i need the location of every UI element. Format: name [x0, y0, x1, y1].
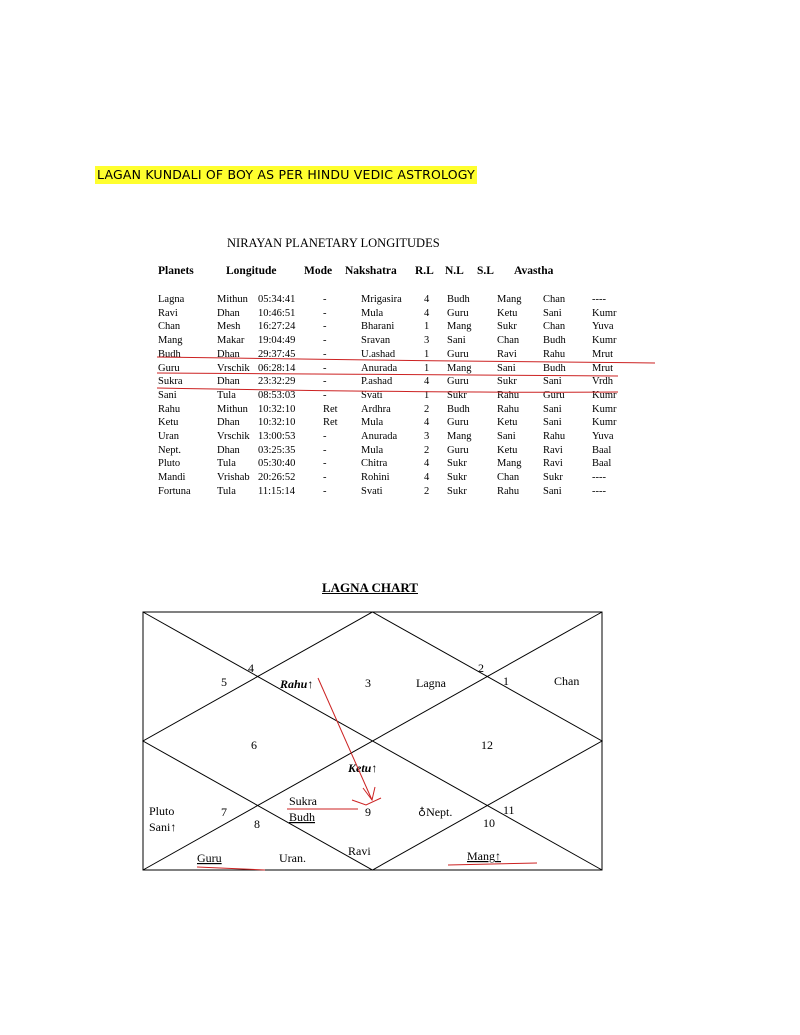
cell-rl: 4 [424, 472, 430, 484]
chart-title: LAGNA CHART [322, 580, 418, 595]
cell-sign: Dhan [217, 348, 240, 360]
cell-degree: 08:53:03 [258, 389, 296, 401]
cell-nakshatra: Sravan [361, 335, 391, 347]
cell-mode: - [323, 444, 327, 456]
cell-mode: Ret [323, 417, 338, 429]
cell-planet: Budh [158, 348, 181, 360]
cell-nakshatra: Svati [361, 389, 383, 401]
cell-nl: Guru [447, 307, 469, 319]
cell-sl: Rahu [497, 389, 520, 401]
cell-rl: 4 [424, 376, 430, 388]
cell-sign: Makar [217, 335, 245, 347]
cell-avastha-lord: Rahu [543, 431, 566, 442]
cell-degree: 11:15:14 [258, 485, 295, 497]
cell-sl: Sukr [497, 321, 517, 333]
cell-avastha: Mrut [592, 362, 613, 374]
cell-avastha-lord: Sukr [543, 472, 563, 484]
cell-sign: Vrschik [217, 431, 250, 442]
cell-mode: - [323, 431, 327, 442]
planet-ketu: Ketu↑ [348, 761, 378, 775]
cell-planet: Uran [158, 431, 179, 442]
cell-degree: 10:32:10 [258, 417, 296, 429]
cell-rl: 1 [424, 348, 430, 360]
cell-avastha-lord: Sani [543, 417, 562, 429]
cell-nl: Guru [447, 348, 469, 360]
cell-sl: Ravi [497, 348, 517, 360]
cell-nakshatra: Mula [361, 444, 384, 456]
cell-sl: Rahu [497, 485, 520, 497]
planet-chan: Chan [554, 674, 580, 688]
cell-nakshatra: Mrigasira [361, 294, 402, 305]
cell-nl: Sukr [447, 472, 467, 484]
cell-degree: 05:30:40 [258, 458, 296, 470]
cell-avastha-lord: Sani [543, 485, 562, 497]
cell-nl: Sukr [447, 485, 467, 497]
cell-avastha: Baal [592, 458, 612, 470]
cell-nl: Guru [447, 444, 469, 456]
cell-avastha: Baal [592, 444, 612, 456]
header-sl: S.L [477, 265, 494, 277]
cell-degree: 10:46:51 [258, 307, 296, 319]
cell-degree: 05:34:41 [258, 294, 296, 305]
cell-degree: 29:37:45 [258, 348, 296, 360]
page-heading: LAGAN KUNDALI OF BOY AS PER HINDU VEDIC ASTROLOGY [97, 167, 475, 182]
cell-nakshatra: Chitra [361, 458, 388, 470]
planet-mang: Mang↑ [467, 849, 501, 863]
cell-planet: Mang [158, 335, 183, 347]
cell-sl: Ketu [497, 307, 518, 319]
cell-nakshatra: Anurada [361, 431, 398, 442]
cell-rl: 1 [424, 321, 430, 333]
cell-avastha-lord: Rahu [543, 348, 566, 360]
cell-avastha-lord: Guru [543, 389, 565, 401]
header-rl: R.L [415, 265, 434, 277]
cell-rl: 3 [424, 431, 430, 442]
cell-planet: Pluto [158, 458, 181, 470]
cell-nakshatra: Rohini [361, 472, 390, 484]
cell-nl: Budh [447, 403, 470, 415]
cell-rl: 2 [424, 403, 430, 415]
cell-sl: Chan [497, 472, 520, 484]
house-9: 9 [365, 805, 371, 819]
cell-rl: 3 [424, 335, 430, 347]
table-title: NIRAYAN PLANETARY LONGITUDES [227, 236, 440, 250]
cell-mode: - [323, 485, 327, 497]
cell-degree: 06:28:14 [258, 362, 296, 374]
cell-nakshatra: Svati [361, 485, 383, 497]
house-3: 3 [365, 676, 371, 690]
cell-sign: Tula [217, 458, 236, 470]
cell-avastha-lord: Chan [543, 294, 566, 305]
cell-mode: - [323, 362, 327, 374]
cell-nl: Guru [447, 417, 469, 429]
cell-nl: Budh [447, 294, 470, 305]
cell-degree: 10:32:10 [258, 403, 296, 415]
cell-degree: 13:00:53 [258, 431, 296, 442]
house-8: 8 [254, 817, 260, 831]
cell-avastha: ---- [592, 485, 606, 497]
cell-avastha: Yuva [592, 431, 614, 442]
cell-nl: Mang [447, 321, 472, 333]
cell-degree: 23:32:29 [258, 376, 296, 388]
header-mode: Mode [304, 265, 333, 277]
nept-icon: ♁ [418, 807, 427, 819]
cell-sl: Ketu [497, 444, 518, 456]
rahu-to-house9-arrow [318, 678, 372, 800]
cell-nl: Sukr [447, 389, 467, 401]
planet-sukra: Sukra [289, 794, 317, 808]
house-1: 1 [503, 674, 509, 688]
cell-avastha: Kumr [592, 403, 617, 415]
planet-pluto: Pluto [149, 804, 175, 818]
cell-nakshatra: Mula [361, 307, 384, 319]
cell-rl: 4 [424, 307, 430, 319]
cell-mode: - [323, 389, 327, 401]
cell-sl: Chan [497, 335, 520, 347]
header-longitude: Longitude [226, 265, 277, 277]
cell-sign: Vrschik [217, 362, 250, 374]
header-nl: N.L [445, 265, 464, 277]
cell-planet: Fortuna [158, 485, 191, 497]
cell-sign: Dhan [217, 376, 240, 388]
cell-mode: Ret [323, 403, 338, 415]
cell-sign: Mesh [217, 321, 241, 333]
house-12: 12 [481, 738, 493, 752]
cell-nakshatra: U.ashad [361, 348, 396, 360]
planet-lagna: Lagna [416, 676, 446, 690]
ketu-arrow [352, 798, 381, 805]
house-7: 7 [221, 805, 227, 819]
house-5: 5 [221, 675, 227, 689]
cell-avastha: Kumr [592, 307, 617, 319]
cell-avastha-lord: Sani [543, 376, 562, 388]
cell-nakshatra: Anurada [361, 362, 398, 374]
cell-avastha: Kumr [592, 335, 617, 347]
cell-nl: Mang [447, 431, 472, 442]
cell-degree: 16:27:24 [258, 321, 296, 333]
planet-guru: Guru [197, 851, 222, 865]
cell-planet: Guru [158, 362, 180, 374]
cell-mode: - [323, 321, 327, 333]
cell-nakshatra: Bharani [361, 321, 395, 333]
cell-degree: 19:04:49 [258, 335, 296, 347]
cell-avastha-lord: Sani [543, 403, 562, 415]
cell-planet: Chan [158, 321, 181, 333]
cell-avastha-lord: Chan [543, 321, 566, 333]
cell-mode: - [323, 307, 327, 319]
cell-mode: - [323, 335, 327, 347]
cell-sl: Sani [497, 431, 516, 442]
cell-planet: Nept. [158, 444, 182, 456]
cell-mode: - [323, 348, 327, 360]
header-avastha: Avastha [514, 265, 554, 277]
cell-avastha-lord: Budh [543, 335, 566, 347]
planet-nept: ♁Nept. [418, 805, 453, 819]
cell-avastha: ---- [592, 294, 606, 305]
planet-ravi: Ravi [348, 844, 371, 858]
cell-avastha: Kumr [592, 417, 617, 429]
cell-sign: Tula [217, 389, 236, 401]
cell-avastha: Kumr [592, 389, 617, 401]
cell-planet: Sani [158, 389, 177, 401]
cell-sign: Tula [217, 485, 236, 497]
cell-rl: 2 [424, 444, 430, 456]
cell-mode: - [323, 472, 327, 484]
cell-avastha: Vrdh [592, 376, 613, 388]
house-10: 10 [483, 816, 495, 830]
cell-mode: - [323, 294, 327, 305]
cell-rl: 1 [424, 389, 430, 401]
cell-planet: Rahu [158, 403, 181, 415]
cell-planet: Sukra [158, 376, 183, 388]
cell-avastha: Yuva [592, 321, 614, 333]
cell-rl: 4 [424, 294, 430, 305]
planet-rahu: Rahu↑ [280, 677, 314, 691]
cell-mode: - [323, 458, 327, 470]
cell-sign: Dhan [217, 444, 240, 456]
cell-avastha-lord: Ravi [543, 458, 563, 470]
cell-degree: 03:25:35 [258, 444, 296, 456]
cell-avastha: Mrut [592, 348, 613, 360]
cell-planet: Mandi [158, 472, 186, 484]
cell-nl: Sukr [447, 458, 467, 470]
cell-nl: Sani [447, 335, 466, 347]
cell-planet: Lagna [158, 294, 185, 305]
cell-sl: Mang [497, 458, 522, 470]
cell-sign: Vrishab [217, 472, 250, 484]
planet-uran: Uran. [279, 851, 306, 865]
cell-rl: 4 [424, 417, 430, 429]
house-6: 6 [251, 738, 257, 752]
cell-sign: Mithun [217, 403, 248, 415]
cell-nakshatra: Mula [361, 417, 384, 429]
cell-avastha-lord: Ravi [543, 444, 563, 456]
cell-sl: Ketu [497, 417, 518, 429]
house-11: 11 [503, 803, 515, 817]
cell-avastha-lord: Budh [543, 362, 566, 374]
cell-sl: Mang [497, 294, 522, 305]
cell-avastha: ---- [592, 472, 606, 484]
cell-avastha-lord: Sani [543, 307, 562, 319]
cell-sign: Mithun [217, 294, 248, 305]
cell-sl: Rahu [497, 403, 520, 415]
cell-rl: 4 [424, 458, 430, 470]
header-nakshatra: Nakshatra [345, 265, 397, 277]
cell-rl: 2 [424, 485, 430, 497]
house-2: 2 [478, 661, 484, 675]
house-4: 4 [248, 661, 254, 675]
cell-sign: Dhan [217, 417, 240, 429]
mang-underline [448, 863, 537, 865]
planet-sani: Sani↑ [149, 820, 177, 834]
cell-sl: Sukr [497, 376, 517, 388]
cell-sign: Dhan [217, 307, 240, 319]
cell-nl: Mang [447, 362, 472, 374]
cell-nakshatra: P.ashad [361, 376, 393, 388]
planet-budh: Budh [289, 810, 316, 824]
cell-sl: Sani [497, 362, 516, 374]
cell-degree: 20:26:52 [258, 472, 296, 484]
cell-mode: - [323, 376, 327, 388]
cell-nl: Guru [447, 376, 469, 388]
cell-planet: Ketu [158, 417, 179, 429]
cell-planet: Ravi [158, 307, 178, 319]
header-planets: Planets [158, 265, 194, 277]
cell-rl: 1 [424, 362, 430, 374]
cell-nakshatra: Ardhra [361, 403, 391, 415]
